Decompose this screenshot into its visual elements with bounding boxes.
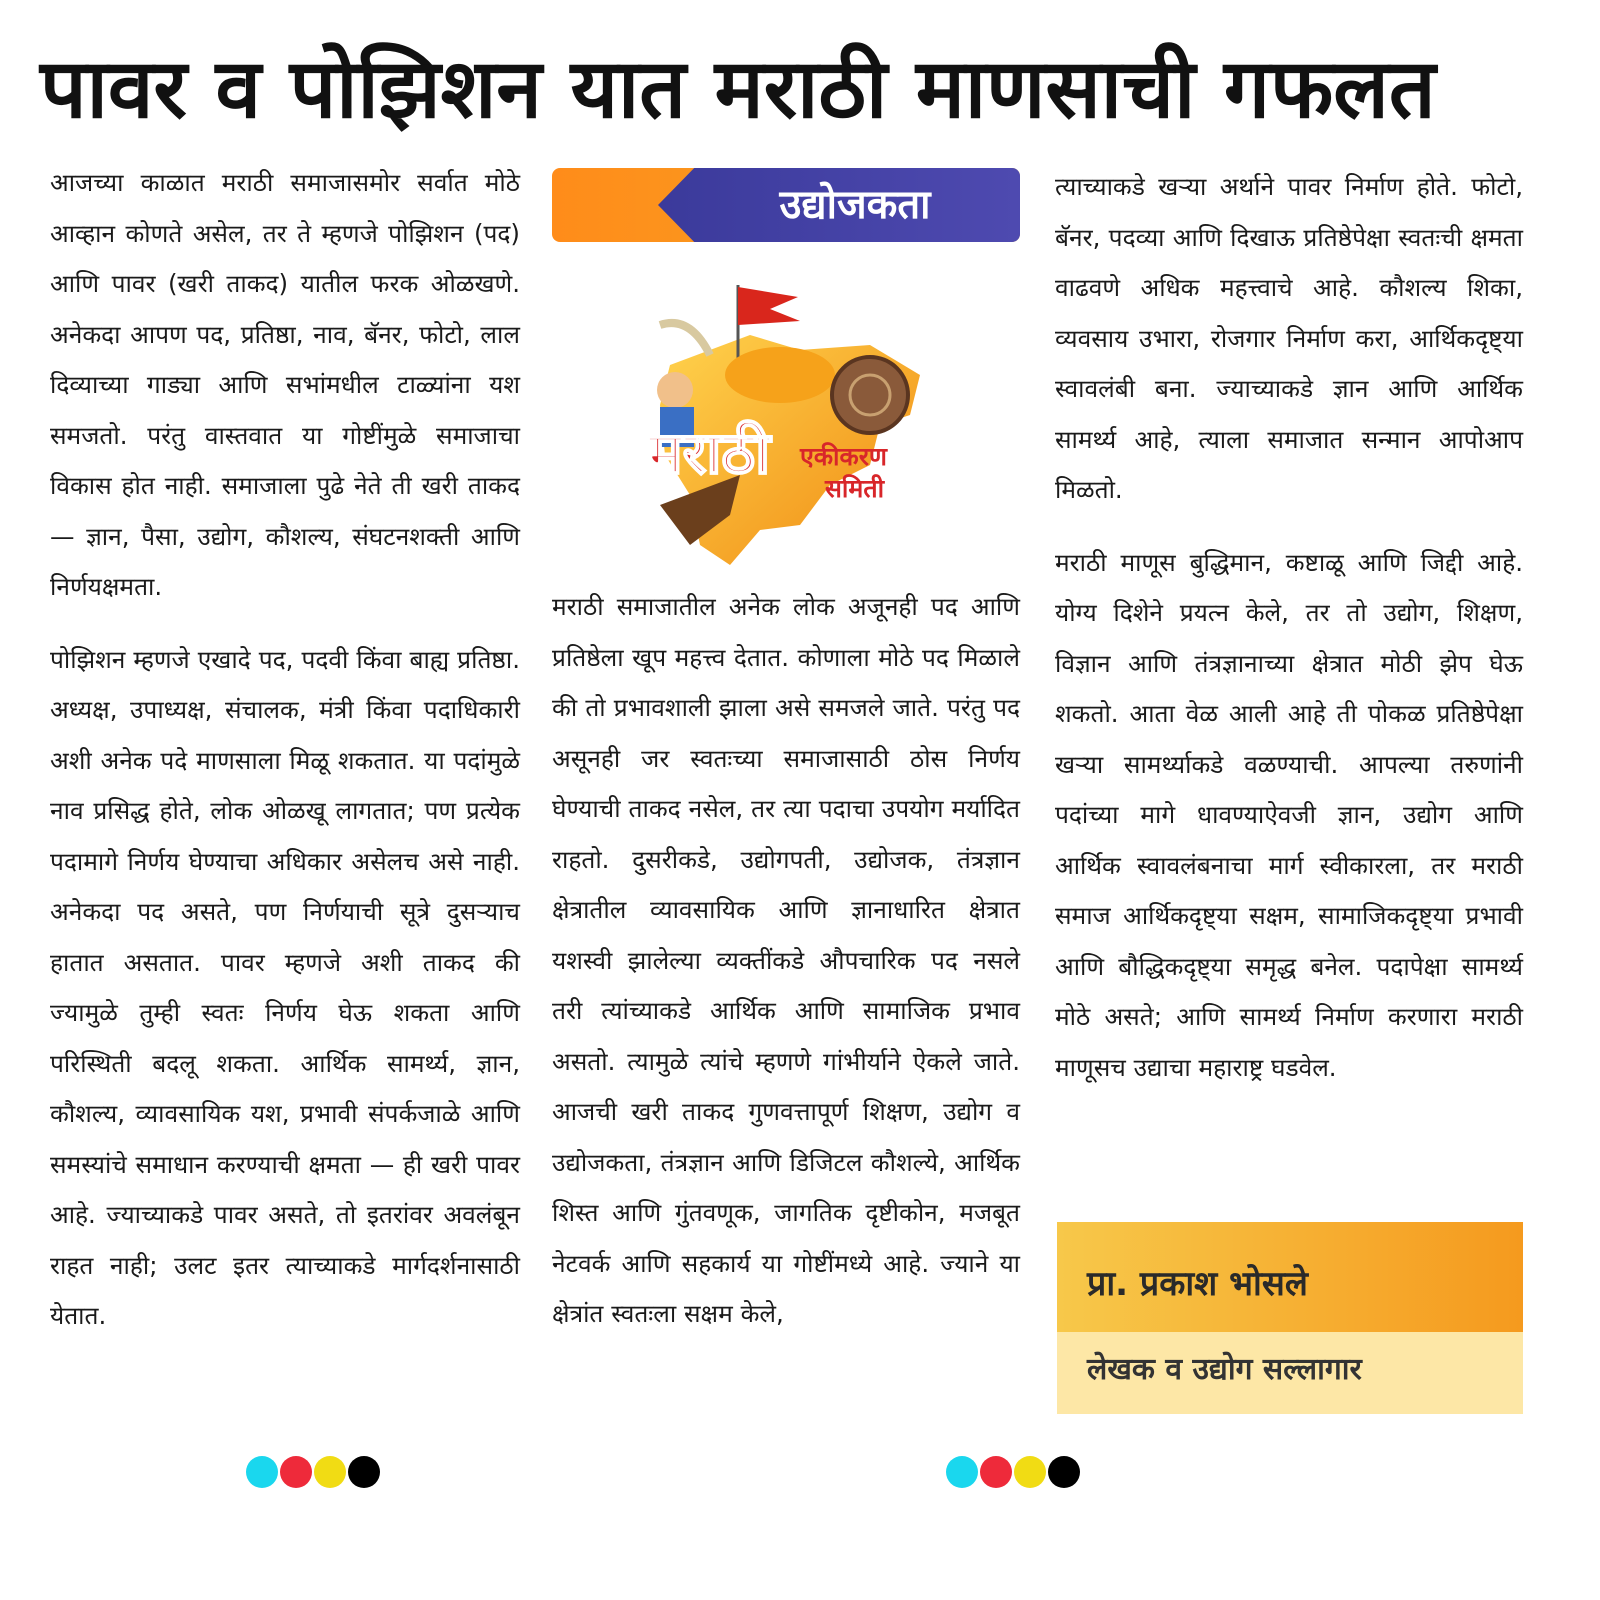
author-byline — [1057, 1222, 1523, 1414]
registration-dot — [246, 1456, 278, 1488]
logo-line1-text: एकीकरण — [800, 442, 888, 471]
paragraph: मराठी समाजातील अनेक लोक अजूनही पद आणि प्रतिष्ठेला खूप महत्त्व देतात. कोणाला मोठे पद मिळाले की तो प्रभावशाली झाला असे समजले जाते. परंतु पद असूनही जर स्वतःच्या समाजासाठी ठोस निर्णय घेण्याची ताकद नसेल, तर त्या पदाचा उपयोग मर्यादित राहतो. दुसरीकडे, उद्योगपती, उद्योजक, तंत्रज्ञान क्षेत्रातील व्यावसायिक आणि ज्ञानाधारित क्षेत्रात यशस्वी झालेल्या व्यक्तींकडे औपचारिक पद नसले तरी त्यांच्याकडे आर्थिक आणि सामाजिक प्रभाव असतो. त्यामुळे त्यांचे म्हणणे गांभीर्याने ऐकले जाते. आजची खरी ताकद गुणवत्तापूर्ण शिक्षण, उद्योग व उद्योजकता, तंत्रज्ञान आणि डिजिटल कौशल्ये, आर्थिक शिस्त आणि गुंतवणूक, जागतिक दृष्टीकोन, मजबूत नेटवर्क आणि सहकार्य या गोष्टींमध्ये आहे. ज्याने या क्षेत्रांत स्वतःला सक्षम केले, — [552, 592, 1020, 1328]
registration-marks-left — [246, 1456, 380, 1490]
paragraph: त्याच्याकडे खऱ्या अर्थाने पावर निर्माण होते. फोटो, बॅनर, पदव्या आणि दिखाऊ प्रतिष्ठेपेक्षा स्वतःची क्षमता वाढवणे अधिक महत्त्वाचे आहे. कौशल्य शिका, व्यवसाय उभारा, रोजगार निर्माण करा, आर्थिकदृष्ट्या स्वावलंबी बना. ज्याच्याकडे ज्ञान आणि आर्थिक सामर्थ्य आहे, त्याला समाजात सन्मान आपोआप मिळतो. — [1055, 172, 1523, 504]
tutari-horn-icon — [660, 323, 710, 355]
section-tag-banner — [552, 168, 1020, 242]
shield-icon — [832, 357, 908, 433]
registration-dot — [314, 1456, 346, 1488]
author-name: प्रा. प्रकाश भोसले — [1057, 1222, 1523, 1332]
registration-dot — [280, 1456, 312, 1488]
trumpeter-figure-icon — [657, 372, 693, 408]
paragraph: आजच्या काळात मराठी समाजासमोर सर्वात मोठे आव्हान कोणते असेल, तर ते म्हणजे पोझिशन (पद) आणि पावर (खरी ताकद) यातील फरक ओळखणे. अनेकदा आपण पद, प्रतिष्ठा, नाव, बॅनर, फोटो, लाल दिव्याच्या गाड्या आणि सभांमधील टाळ्यांना यश समजतो. परंतु वास्तवात या गोष्टींमुळे समाजाचा विकास होत नाही. समाजाला पुढे नेते ती खरी ताकद — ज्ञान, पैसा, उद्योग, कौशल्य, संघटनशक्ती आणि निर्णयक्षमता. — [50, 168, 520, 601]
author-role: लेखक व उद्योग सल्लागार — [1057, 1332, 1523, 1414]
turban-icon — [725, 347, 835, 403]
paragraph: पोझिशन म्हणजे एखादे पद, पदवी किंवा बाह्य प्रतिष्ठा. अध्यक्ष, उपाध्यक्ष, संचालक, मंत्री किंवा पदाधिकारी अशी अनेक पदे माणसाला मिळू शकतात. या पदांमुळे नाव प्रसिद्ध होते, लोक ओळखू लागतात; पण प्रत्येक पदामागे निर्णय घेण्याचा अधिकार असेलच असे नाही. अनेकदा पद असते, पण निर्णयाची सूत्रे दुसऱ्याच हातात असतात. पावर म्हणजे अशी ताकद की ज्यामुळे तुम्ही स्वतः निर्णय घेऊ शकता आणि परिस्थिती बदलू शकता. आर्थिक सामर्थ्य, ज्ञान, कौशल्य, व्यावसायिक यश, प्रभावी संपर्कजाळे आणि समस्यांचे समाधान करण्याची क्षमता — ही खरी पावर आहे. ज्याच्याकडे पावर असते, तो इतरांवर अवलंबून राहत नाही; उलट इतर त्याच्याकडे मार्गदर्शनासाठी येतात. — [50, 644, 520, 1330]
article-column-middle — [552, 582, 1020, 1362]
registration-marks-right — [946, 1456, 1080, 1490]
logo-line2-text: समिती — [825, 474, 885, 503]
paragraph: मराठी माणूस बुद्धिमान, कष्टाळू आणि जिद्दी आहे. योग्य दिशेने प्रयत्न केले, तर तो उद्योग, शिक्षण, विज्ञान आणि तंत्रज्ञानाच्या क्षेत्रात मोठी झेप घेऊ शकतो. आता वेळ आली आहे ती पोकळ प्रतिष्ठेपेक्षा खऱ्या सामर्थ्याकडे वळण्याची. आपल्या तरुणांनी पदांच्या मागे धावण्याऐवजी ज्ञान, उद्योग आणि आर्थिक स्वावलंबनाचा मार्ग स्वीकारला, तर मराठी समाज आर्थिकदृष्ट्या सक्षम, सामाजिकदृष्ट्या प्रभावी आणि बौद्धिकदृष्ट्या समृद्ध बनेल. पदापेक्षा सामर्थ्य मोठे असते; आणि सामर्थ्य निर्माण करणारा मराठी माणूसच उद्याचा महाराष्ट्र घडवेल. — [1055, 547, 1523, 1082]
article-column-left — [50, 158, 520, 1364]
registration-dot — [980, 1456, 1012, 1488]
saffron-flag-icon — [738, 287, 800, 325]
headline: पावर व पोझिशन यात मराठी माणसाची गफलत — [40, 42, 1436, 137]
registration-dot — [1014, 1456, 1046, 1488]
registration-dot — [946, 1456, 978, 1488]
registration-dot — [348, 1456, 380, 1488]
logo-graphic — [630, 275, 940, 575]
marathi-ekikaran-samiti-logo — [630, 275, 940, 575]
logo-main-text: मराठी — [648, 419, 771, 487]
section-tag-label: उद्योजकता — [779, 182, 931, 228]
article-column-right — [1055, 162, 1523, 1115]
registration-dot — [1048, 1456, 1080, 1488]
